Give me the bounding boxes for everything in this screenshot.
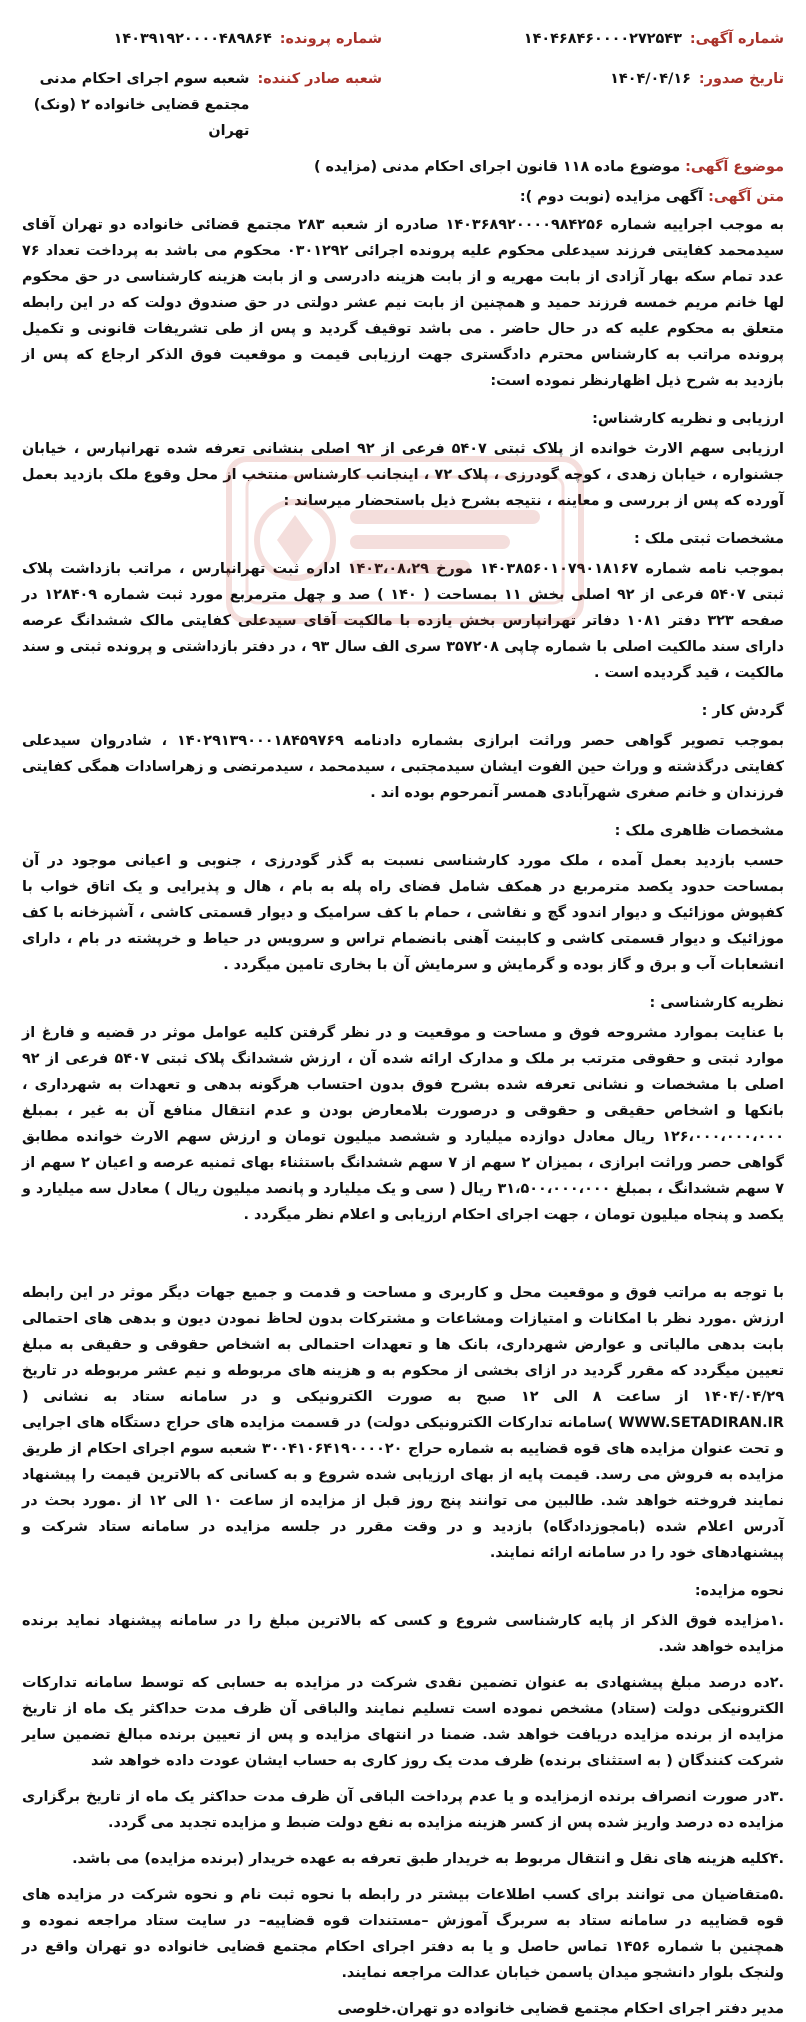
opinion-paragraph: با عنایت بموارد مشروحه فوق و مساحت و موقعیت و در نظر گرفتن کلیه عوامل موثر در قضیه و فارغ از موارد ثبتی و حقوقی مترتب بر ملک و مدارک ارائه شده آن ، ارزش ششدانگ پلاک ثبتی ۵۴۰۷ فرعی از ۹۲ اصلی با مشخصات و نشانی تعرفه شده بشرح فوق بدون احتساب هرگونه بدهی و تعهدات به شهرداری ، بانکها و اشخاص حقیقی و حقوقی و درصورت بلامعارض بودن و عدم انتقال منافع آن به غیر ، بمبلغ ۱۲۶،۰۰۰،۰۰۰،۰۰۰ ریال معادل دوازده میلیارد و ششصد میلیون تومان و ارزش سهم الارث خوانده مطابق گواهی حصر وراثت ابرازی ، بمیزان ۲ سهم از ۷ سهم ششدانگ باستثناء بهای ثمنیه عرصه و اعیان ۲ سهم از ۷ سهم ششدانگ ، بمبلغ ۳۱،۵۰۰،۰۰۰،۰۰۰ ریال ( سی و یک میلیارد و پانصد میلیون ریال ) معادل سه میلیارد و یکصد و پنجاه میلیون تومان ، جهت اجرای احکام ارزیابی و اعلام نظر میگردد .	[22, 1025, 785, 1223]
body-intro	[22, 184, 784, 212]
circulation-paragraph: بموجب تصویر گواهی حصر وراثت ابرازی بشماره دادنامه ۱۴۰۲۹۱۳۹۰۰۰۱۸۴۵۹۷۶۹ ، شادروان سیدعلی کفایتی درگذشته و وراث حین الفوت ایشان سیدمجتبی ، سیدمحمد ، سیدمرتضی و زهراسادات همگی کفایتی فرزندان و خانم صغری شهرآبادی همسر آنمرحوم بوده اند .	[22, 733, 785, 801]
body-intro-label: متن آگهی:	[708, 189, 784, 205]
issuer	[22, 66, 382, 144]
method-item-1: .۱مزایده فوق الذکر از پایه کارشناسی شروع و کسی که بالاترین مبلغ را در سامانه پیشنهاد نماید برنده مزایده خواهد شد.	[22, 1613, 784, 1655]
ad-number-value: ۱۴۰۴۶۸۴۶۰۰۰۰۲۷۲۵۴۳	[523, 31, 682, 47]
subject-value: موضوع ماده ۱۱۸ قانون اجرای احکام مدنی (مزایده )	[313, 159, 681, 175]
method-item-4: .۴کلیه هزینه های نقل و انتقال مربوط به خریدار طبق تعرفه به عهده خریدار (برنده مزایده) می باشد.	[72, 1851, 784, 1867]
intro-paragraph: به موجب اجراییه شماره ۱۴۰۳۶۸۹۲۰۰۰۰۹۸۴۲۵۶ صادره از شعبه ۲۸۳ مجتمع قضائی خانواده دو تهران آقای سیدمحمد کفایتی فرزند سیدعلی محکوم علیه پرونده اجرائی ۰۳۰۱۲۹۲ محکوم می باشد به پرداخت تعداد ۷۶ عدد تمام سکه بهار آزادی از بابت مهریه و از بابت هزینه دادرسی و از بابت هزینه کارشناسی در حق محکوم لها خانم مریم خمسه فرزند حمید و همچنین از بابت نیم عشر دولتی در حق صندوق دولت که در این رابطه متعلق به محکوم علیه که در حال حاضر . می باشد توقیف گردید و پس از طی تشریفات قانونی و تکمیل پرونده مراتب به کارشناس محترم دادگستری جهت ارزیابی قیمت و موقعیت فوق الذکر ارجاع که پس از بازدید به شرح ذیل اظهارنظر نموده است:	[22, 217, 785, 389]
method-item-3: .۳در صورت انصراف برنده ازمزایده و یا عدم پرداخت الباقی آن ظرف مدت حداکثر یک ماه از تاریخ برگزاری مزایده ده درصد واریز شده پس از کسر هزینه مزایده به نفع دولت ضبط و مزایده تجدید می گردد.	[22, 1789, 784, 1831]
auction-notice-paragraph: با توجه به مراتب فوق و موقعیت محل و کاربری و مساحت و قدمت و جمیع جهات دیگر موثر در این رابطه ارزش .مورد نظر با امکانات و امتیازات ومشاعات و مشترکات بدون لحاظ نمودن دیون و بدهی های احتمالی بابت بدهی مالیاتی و عوارض شهرداری، بانک ها و تعهدات احتمالی به اشخاص حقوقی و حقیقی به مبلغ تعیین میگردد که مقرر گردید در ازای بخشی از محکوم به و هزینه های مربوطه و نیم عشر مربوطه در تاریخ ۱۴۰۴/۰۴/۲۹ از ساعت ۸ الی ۱۲ صبح به صورت الکترونیکی و در سامانه ستاد به نشانی ( WWW.SETADIRAN.IR )سامانه تدارکات الکترونیکی دولت) در قسمت مزایده های حراج دستگاه های اجرایی و تحت عنوان مزایده های قوه قضاییه به شماره حراج ۳۰۰۴۱۰۶۴۱۹۰۰۰۰۲۰ شعبه سوم اجرای احکام از طریق مزایده به فروش می رسد. قیمت پایه از بهای ارزیابی شده شروع و به کسانی که بالاترین قیمت را پیشنهاد نمایند فروخته خواهد شد. طالبین می توانند پنج روز قبل از مزایده از ساعت ۱۰ الی ۱۲ از .مورد بحث در آدرس اعلام شده (بامجوزدادگاه) بازدید و در وقت مقرر در جلسه مزایده در سامانه ستاد شرکت و پیشنهادهای خود را در سامانه ارائه نمایند.	[22, 1285, 784, 1561]
body-intro-value: آگهی مزایده (نوبت دوم ):	[519, 189, 704, 205]
issue-date	[384, 66, 784, 92]
method-item-5: .۵متقاضیان می توانند برای کسب اطلاعات بیشتر در رابطه با نحوه ثبت نام و نحوه شرکت در مزایده های قوه قضاییه در سامانه ستاد به سربرگ آموزش –مستندات قوه قضاییه– در سایت ستاد مراجعه نموده و همچنین با شماره ۱۴۵۶ تماس حاصل و یا به دفتر اجرای احکام مجتمع قضایی خانواده دو تهران واقع در ولنجک بلوار دانشجو میدان یاسمن خیابان عدالت مراجعه نمایند.	[22, 1887, 785, 1981]
case-number-label: شماره پرونده:	[279, 31, 382, 47]
issue-date-value: ۱۴۰۴/۰۴/۱۶	[610, 71, 691, 87]
header-row-1	[22, 26, 784, 66]
header-row-2	[22, 66, 784, 140]
spacer	[22, 1236, 784, 1280]
physical-paragraph: حسب بازدید بعمل آمده ، ملک مورد کارشناسی نسبت به گذر گودرزی ، جنوبی و اعیانی موجود در آن بمساحت حدود یکصد مترمربع در همکف شامل فضای راه پله به بام ، هال و پذیرایی و یک اتاق خواب با کفپوش موزائیک و دیوار اندود گچ و نقاشی ، حمام با کف سرامیک و دیوار قسمتی کاشی ، آشپزخانه با کف موزائیک و دیوار قسمتی کاشی و کابینت آهنی بانضمام تراس و سرویس در حیاط و خرپشته در بام ، دارای انشعابات آب و برق و گاز بوده و گرمایش و سرمایش آن با بخاری تامین میگردد .	[22, 853, 784, 973]
issue-date-label: تاریخ صدور:	[698, 71, 784, 87]
registry-paragraph: بموجب نامه شماره ۱۴۰۳۸۵۶۰۱۰۷۹۰۱۸۱۶۷ مورخ ۱۴۰۳،۰۸،۲۹ اداره ثبت تهرانپارس ، مراتب بازداشت پلاک ثبتی ۵۴۰۷ فرعی از ۹۲ اصلی بخش ۱۱ بمساحت ( ۱۴۰ ) صد و چهل مترمربع مورد ثبت شماره ۱۲۸۴۰۹ در صفحه ۳۲۳ دفتر ۱۰۸۱ دفاتر تهرانپارس بخش یازده با مالکیت آقای سیدعلی کفایتی مالک ششدانگ عرصه دارای سند مالکیت اصلی با شماره چاپی ۳۵۷۲۰۸ سری الف سال ۹۳ ، در دفتر بازداشتی و پرونده ثبتی و سند مالکیت ، قید گردیده است .	[22, 561, 785, 681]
physical-heading: مشخصات ظاهری ملک :	[614, 823, 784, 839]
ad-number	[384, 26, 784, 52]
appraisal-heading: ارزیابی و نظریه کارشناس:	[592, 411, 784, 427]
appraisal-paragraph: ارزیابی سهم الارث خوانده از پلاک ثبتی ۵۴۰۷ فرعی از ۹۲ اصلی بنشانی تعرفه شده تهرانپارس ، خیابان جشنواره ، خیابان زهدی ، کوچه گودرزی ، پلاک ۷۲ ، اینجانب کارشناس منتخب از محل وقوع ملک بازدید بعمل آورده که پس از بررسی و معاینه ، نتیجه بشرح ذیل باستحضار میرساند :	[22, 441, 784, 509]
ad-number-label: شماره آگهی:	[689, 31, 784, 47]
issuer-value: شعبه سوم اجرای احکام مدنی مجتمع قضایی خانواده ۲ (ونک) تهران	[33, 71, 250, 139]
issuer-label: شعبه صادر کننده:	[257, 71, 382, 87]
method-heading: نحوه مزایده:	[694, 1583, 784, 1599]
registry-heading: مشخصات ثبتی ملک :	[634, 531, 784, 547]
signature: مدیر دفتر اجرای احکام مجتمع قضایی خانواده دو تهران.خلوصی	[337, 2001, 784, 2017]
case-number	[22, 26, 382, 52]
subject	[22, 154, 784, 184]
case-number-value: ۱۴۰۳۹۱۹۲۰۰۰۰۴۸۹۸۶۴	[113, 31, 272, 47]
opinion-heading: نظریه کارشناسی :	[649, 995, 784, 1011]
subject-label: موضوع آگهی:	[685, 159, 784, 175]
circulation-heading: گردش کار :	[701, 703, 784, 719]
method-item-2: .۲ده درصد مبلغ پیشنهادی به عنوان تضمین نقدی شرکت در مزایده به حسابی که توسط سامانه تدارکات الکترونیکی دولت (ستاد) مشخص نموده است تسلیم نمایند والباقی آن ظرف مدت حداکثر یک ماه از تاریخ مزایده از برنده مزایده دریافت خواهد شد. ضمنا در انتهای مزایده و پس از تعیین برنده مبالغ تضمین سایر شرکت کنندگان ( به استثنای برنده) ظرف مدت یک روز کاری به حساب ایشان عودت داده خواهد شد	[22, 1675, 784, 1769]
